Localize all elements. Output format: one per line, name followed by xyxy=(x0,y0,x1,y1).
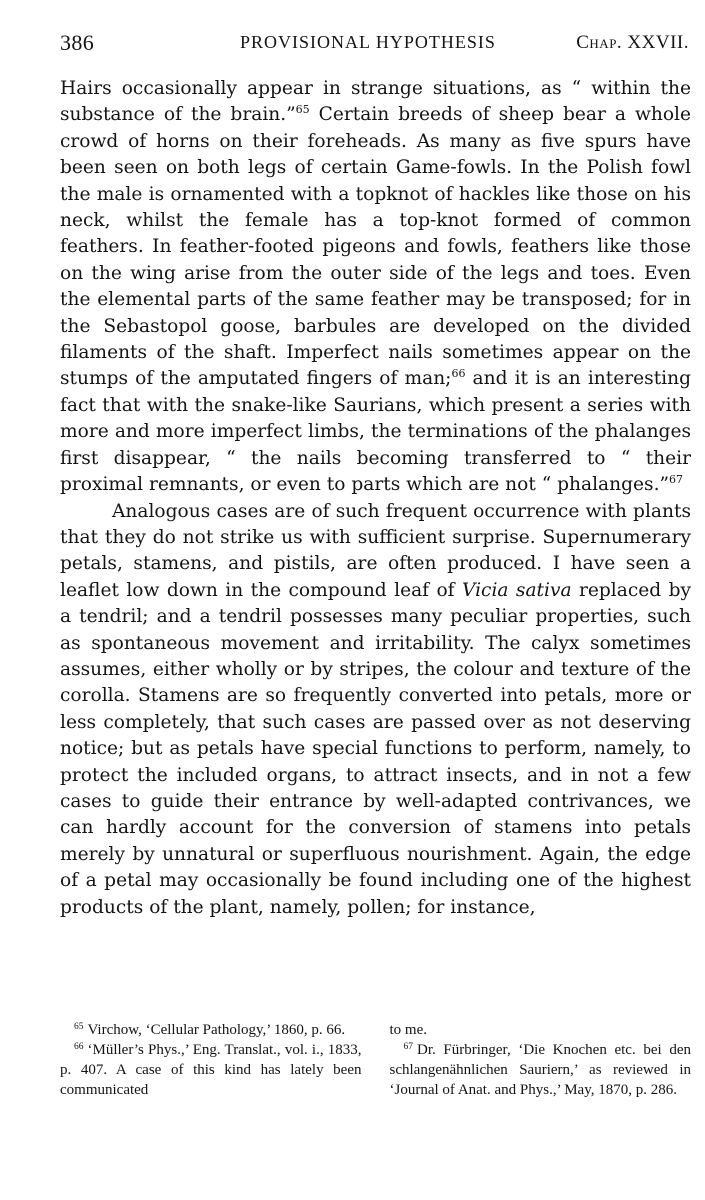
footnote-number-67: 67 xyxy=(403,1042,413,1052)
footnote-ref-66[interactable]: 66 xyxy=(451,367,466,381)
body-text xyxy=(60,76,691,921)
footnote-67 xyxy=(390,1040,692,1100)
p1-text-2: Certain breeds of sheep bear a whole crowd of horns on their foreheads. As many as five spurs have been seen on both legs of certain Game-fowls. In the Polish fowl the male is ornamented with a topknot of hackles like those on his neck, whilst the female has a top-knot formed of common feathers. In feather-footed pigeons and fowls, feathers like those on the wing arise from the outer side of the legs and toes. Even the elemental parts of the same feather may be transposed; for in the Sebastopol goose, barbules are developed on the divided filaments of the shaft. Imperfect nails sometimes appear on the stumps of the amputated fingers of man; xyxy=(60,104,691,390)
page-number: 386 xyxy=(60,30,95,55)
footnote-67-text: Dr. Fürbringer, ‘Die Knochen etc. bei den schlangenähnlichen Sauriern,’ as reviewed in ‘Journal of Anat. and Phys.,’ May, 1870, p. 286. xyxy=(389,1042,691,1098)
footnote-ref-65[interactable]: 65 xyxy=(295,103,310,117)
species-name: Vicia sativa xyxy=(462,579,572,601)
p2-text-1: Analogous cases are of such frequent occurrence with plants that they do not strike us with sufficient surprise. Supernumerary petals, stamens, and pistils, are often produced. I have seen a leaflet low down in the compound leaf of xyxy=(60,500,691,601)
footnote-column-right xyxy=(390,1020,692,1100)
footnote-66 xyxy=(60,1040,362,1100)
footnote-column-left xyxy=(60,1020,362,1100)
footnote-ref-67[interactable]: 67 xyxy=(668,473,683,487)
paragraph-1 xyxy=(60,76,691,499)
paragraph-2 xyxy=(60,499,691,922)
footnote-66-text: ‘Müller’s Phys.,’ Eng. Translat., vol. i., 1833, p. 407. A case of this kind has lately been communicated xyxy=(60,1042,362,1098)
p1-text-3: and it is an interesting fact that with the snake-like Saurians, which present a series with more and more imperfect limbs, the terminations of the phalanges first disappear, “ the nails becoming transferred to “ their proximal remnants, or even to parts which are not “ phalanges.” xyxy=(60,368,691,496)
p2-text-2: replaced by a tendril; and a tendril possesses many peculiar properties, such as spontaneous movement and irritability. The calyx sometimes assumes, either wholly or by stripes, the colour and texture of the corolla. Stamens are so frequently converted into petals, more or less completely, that such cases are passed over as not deserving notice; but as petals have special functions to perform, namely, to protect the included organs, to attract insects, and in not a few cases to guide their entrance by well-adapted contrivances, we can hardly account for the conversion of stamens into petals merely by unnatural or superfluous nourishment. Again, the edge of a petal may occasionally be found including one of the highest products of the plant, namely, pollen; for instance, xyxy=(60,579,692,918)
footnote-65 xyxy=(60,1020,362,1040)
p1-text-1: Hairs occasionally appear in strange situations, as “ within the substance of the brain.” xyxy=(60,78,691,126)
chapter-label: Chap. XXVII. xyxy=(576,32,689,53)
footnote-number-65: 65 xyxy=(74,1022,84,1032)
running-head xyxy=(60,30,691,60)
running-title: PROVISIONAL HYPOTHESIS xyxy=(240,32,496,52)
footnote-number-66: 66 xyxy=(74,1042,84,1052)
footnote-66-continued: to me. xyxy=(389,1022,427,1038)
footnote-65-text: Virchow, ‘Cellular Pathology,’ 1860, p. 66. xyxy=(87,1022,346,1038)
footnotes xyxy=(60,1020,691,1100)
